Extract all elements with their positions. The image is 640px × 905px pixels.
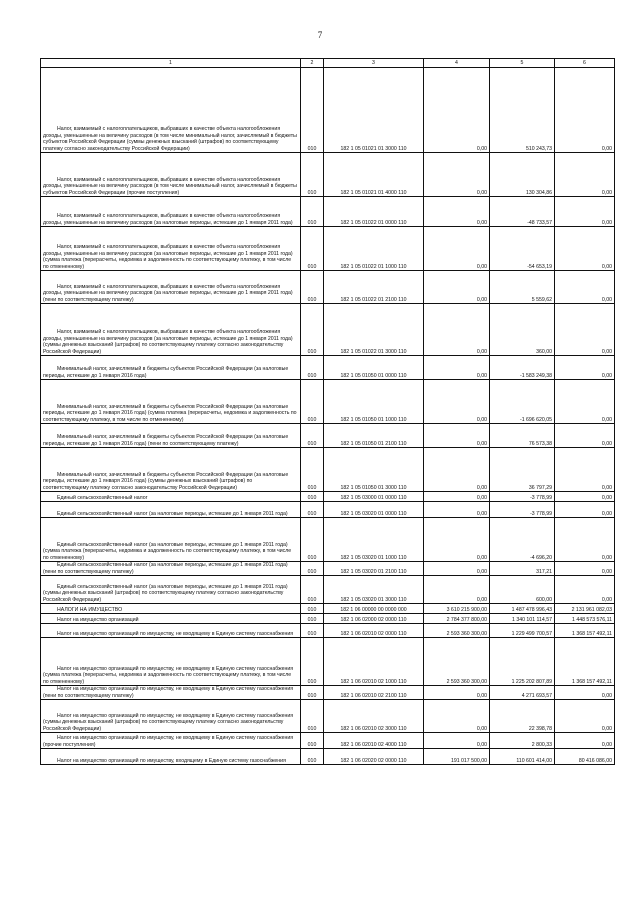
table-row xyxy=(41,380,615,424)
row-name-text: Единый сельскохозяйственный налог (за налоговые периоды, истекшие до 1 января 2011 года) xyxy=(57,510,288,517)
row-code-cell: 010 xyxy=(301,576,324,604)
row-col4-cell: 191 017 500,00 xyxy=(424,749,490,765)
row-col6-cell: 0,00 xyxy=(555,227,615,271)
row-kbk-cell: 182 1 05 03020 01 1000 110 xyxy=(324,518,424,562)
row-kbk-cell: 182 1 06 02010 02 3000 110 xyxy=(324,700,424,733)
row-name-cell xyxy=(41,68,301,153)
row-col6-cell: 0,00 xyxy=(555,576,615,604)
row-name-text: Единый сельскохозяйственный налог (за налоговые периоды, истекшие до 1 января 2011 года) (сумма платежа (перерасчеты, недоимка и задолженность по соответствующему платежу, в том числе по отмененному) xyxy=(43,541,292,561)
row-name-cell xyxy=(41,518,301,562)
row-name-cell xyxy=(41,197,301,227)
row-col5-cell: 600,00 xyxy=(490,576,555,604)
report-table xyxy=(40,58,615,765)
row-col4-cell: 3 610 215 900,00 xyxy=(424,604,490,614)
row-code-cell: 010 xyxy=(301,492,324,502)
row-name-text: Налог, взимаемый с налогоплательщиков, выбравших в качестве объекта налогообложения доходы, уменьшенные на величину расходов (за налоговые периоды, истекшие до 1 января 2011 года) (суммы денежных взысканий (штрафов) по соответствующему платежу согласно законодательству Российской Федерации) xyxy=(43,329,293,355)
row-code-cell: 010 xyxy=(301,197,324,227)
table-row xyxy=(41,492,615,502)
table-row xyxy=(41,424,615,448)
row-col4-cell: 2 593 360 300,00 xyxy=(424,624,490,638)
column-header: 3 xyxy=(324,59,424,68)
row-name-cell xyxy=(41,153,301,197)
row-name-text: Единый сельскохозяйственный налог (за налоговые периоды, истекшие до 1 января 2011 года) (пени по соответствующему платежу) xyxy=(43,562,288,575)
row-kbk-cell: 182 1 06 02010 02 4000 110 xyxy=(324,733,424,749)
column-header: 6 xyxy=(555,59,615,68)
row-name-cell xyxy=(41,604,301,614)
row-name-text: Минимальный налог, зачисляемый в бюджеты субъектов Российской Федерации (за налоговые периоды, истекшие до 1 января 2016 года) (пени по соответствующему платежу) xyxy=(43,434,289,447)
row-col5-cell: 2 800,33 xyxy=(490,733,555,749)
row-code-cell: 010 xyxy=(301,153,324,197)
row-col5-cell: 360,00 xyxy=(490,304,555,356)
row-kbk-cell: 182 1 06 02000 02 0000 110 xyxy=(324,614,424,624)
row-col5-cell: 1 225 202 807,89 xyxy=(490,638,555,686)
row-col5-cell: 110 601 414,00 xyxy=(490,749,555,765)
row-kbk-cell: 182 1 05 01050 01 1000 110 xyxy=(324,380,424,424)
row-code-cell: 010 xyxy=(301,749,324,765)
row-kbk-cell: 182 1 06 02010 02 0000 110 xyxy=(324,624,424,638)
row-code-cell: 010 xyxy=(301,356,324,380)
row-col5-cell: -54 653,19 xyxy=(490,227,555,271)
row-col5-cell: -1 583 249,38 xyxy=(490,356,555,380)
row-code-cell: 010 xyxy=(301,304,324,356)
row-col5-cell: 76 573,38 xyxy=(490,424,555,448)
row-code-cell: 010 xyxy=(301,624,324,638)
row-kbk-cell: 182 1 05 01022 01 0000 110 xyxy=(324,197,424,227)
row-col4-cell: 0,00 xyxy=(424,271,490,304)
row-kbk-cell: 182 1 05 01022 01 2100 110 xyxy=(324,271,424,304)
row-code-cell: 010 xyxy=(301,638,324,686)
row-col6-cell: 0,00 xyxy=(555,448,615,492)
table-row xyxy=(41,576,615,604)
table-body xyxy=(41,68,615,765)
row-col4-cell: 0,00 xyxy=(424,424,490,448)
row-kbk-cell: 182 1 05 03020 01 0000 110 xyxy=(324,502,424,518)
row-col6-cell: 0,00 xyxy=(555,304,615,356)
row-name-cell xyxy=(41,700,301,733)
row-name-cell xyxy=(41,227,301,271)
column-header: 2 xyxy=(301,59,324,68)
table-row xyxy=(41,197,615,227)
row-name-text: Минимальный налог, зачисляемый в бюджеты субъектов Российской Федерации (за налоговые периоды, истекшие до 1 января 2016 года) xyxy=(43,366,289,379)
row-col5-cell: 22 398,78 xyxy=(490,700,555,733)
row-name-cell xyxy=(41,686,301,700)
row-col6-cell: 0,00 xyxy=(555,733,615,749)
table-header-row xyxy=(41,59,615,68)
row-col6-cell: 0,00 xyxy=(555,686,615,700)
row-col6-cell: 0,00 xyxy=(555,502,615,518)
row-code-cell: 010 xyxy=(301,380,324,424)
row-col5-cell: -4 696,20 xyxy=(490,518,555,562)
row-col5-cell: 317,21 xyxy=(490,562,555,576)
column-header: 5 xyxy=(490,59,555,68)
table-row xyxy=(41,562,615,576)
row-code-cell: 010 xyxy=(301,448,324,492)
row-col5-cell: 510 243,73 xyxy=(490,68,555,153)
row-kbk-cell: 182 1 06 00000 00 0000 000 xyxy=(324,604,424,614)
row-col5-cell: -1 696 620,05 xyxy=(490,380,555,424)
row-code-cell: 010 xyxy=(301,227,324,271)
row-name-text: Единый сельскохозяйственный налог (за налоговые периоды, истекшие до 1 января 2011 года) (суммы денежных взысканий (штрафов) по соответствующему платежу согласно законодательству Российской Федерации) xyxy=(43,583,288,603)
row-col4-cell: 0,00 xyxy=(424,227,490,271)
row-col6-cell: 1 368 157 492,11 xyxy=(555,624,615,638)
row-kbk-cell: 182 1 06 02010 02 1000 110 xyxy=(324,638,424,686)
row-code-cell: 010 xyxy=(301,604,324,614)
row-code-cell: 010 xyxy=(301,424,324,448)
row-kbk-cell: 182 1 05 01050 01 0000 110 xyxy=(324,356,424,380)
row-col6-cell: 0,00 xyxy=(555,492,615,502)
column-header: 1 xyxy=(41,59,301,68)
row-code-cell: 010 xyxy=(301,562,324,576)
row-col5-cell: 1 340 101 114,57 xyxy=(490,614,555,624)
row-col5-cell: -3 778,99 xyxy=(490,502,555,518)
row-name-text: Налог, взимаемый с налогоплательщиков, выбравших в качестве объекта налогообложения доходы, уменьшенные на величину расходов (в том числе минимальный налог, зачисляемый в бюджеты субъектов Российской Федерации (прочие поступления) xyxy=(43,176,297,196)
table-row xyxy=(41,638,615,686)
row-col4-cell: 0,00 xyxy=(424,502,490,518)
row-col4-cell: 0,00 xyxy=(424,518,490,562)
row-name-text: Налог на имущество организаций по имуществу, входящему в Единую систему газоснабжения xyxy=(57,757,286,764)
row-name-cell xyxy=(41,562,301,576)
row-name-cell xyxy=(41,271,301,304)
row-kbk-cell: 182 1 05 01022 01 1000 110 xyxy=(324,227,424,271)
row-col4-cell: 0,00 xyxy=(424,197,490,227)
row-name-cell xyxy=(41,356,301,380)
row-col4-cell: 0,00 xyxy=(424,733,490,749)
row-kbk-cell: 182 1 05 03020 01 3000 110 xyxy=(324,576,424,604)
row-kbk-cell: 182 1 05 03020 01 2100 110 xyxy=(324,562,424,576)
table-row xyxy=(41,686,615,700)
row-col6-cell: 0,00 xyxy=(555,197,615,227)
row-col6-cell: 1 448 573 576,11 xyxy=(555,614,615,624)
row-col5-cell: 4 271 693,57 xyxy=(490,686,555,700)
row-col6-cell: 80 416 086,00 xyxy=(555,749,615,765)
row-col4-cell: 0,00 xyxy=(424,448,490,492)
row-name-text: Налог на имущество организаций по имуществу, не входящему в Единую систему газоснабжения (сумма платежа (перерасчеты, недоимка и задолженность по соответствующему платежу, в том числе по отмененному) xyxy=(43,665,294,685)
row-code-cell: 010 xyxy=(301,700,324,733)
row-name-cell xyxy=(41,492,301,502)
row-kbk-cell: 182 1 05 01050 01 3000 110 xyxy=(324,448,424,492)
row-col4-cell: 0,00 xyxy=(424,380,490,424)
row-name-text: НАЛОГИ НА ИМУЩЕСТВО xyxy=(57,606,123,613)
row-name-cell xyxy=(41,624,301,638)
table-row xyxy=(41,448,615,492)
row-name-text: Налог на имущество организаций по имуществу, не входящему в Единую систему газоснабжения xyxy=(57,630,294,637)
row-name-text: Налог, взимаемый с налогоплательщиков, выбравших в качестве объекта налогообложения доходы, уменьшенные на величину расходов (за налоговые периоды, истекшие до 1 января 2011 года) (сумма платежа (перерасчеты, недоимка и задолженность по соответствующему платежу, в том числе по отмененному) xyxy=(43,244,293,270)
row-name-text: Налог на имущество организаций xyxy=(57,616,139,623)
row-kbk-cell: 182 1 06 02010 02 2100 110 xyxy=(324,686,424,700)
row-col4-cell: 0,00 xyxy=(424,686,490,700)
row-code-cell: 010 xyxy=(301,518,324,562)
row-name-text: Минимальный налог, зачисляемый в бюджеты субъектов Российской Федерации (за налоговые периоды, истекшие до 1 января 2016 года) (суммы денежных взысканий (штрафов) по соответствующему платежу согласно законодательству Российской Федерации) xyxy=(43,471,289,491)
row-col5-cell: 5 559,62 xyxy=(490,271,555,304)
table-row xyxy=(41,749,615,765)
table-row xyxy=(41,68,615,153)
row-name-cell xyxy=(41,502,301,518)
row-col4-cell: 0,00 xyxy=(424,700,490,733)
row-name-text: Налог, взимаемый с налогоплательщиков, выбравших в качестве объекта налогообложения доходы, уменьшенные на величину расходов (за налоговые периоды, истекшие до 1 января 2011 года) xyxy=(43,213,293,226)
row-name-cell xyxy=(41,576,301,604)
table-row xyxy=(41,700,615,733)
row-name-cell xyxy=(41,304,301,356)
table-row xyxy=(41,604,615,614)
row-col4-cell: 2 784 377 800,00 xyxy=(424,614,490,624)
row-col4-cell: 2 593 360 300,00 xyxy=(424,638,490,686)
row-code-cell: 010 xyxy=(301,271,324,304)
row-code-cell: 010 xyxy=(301,502,324,518)
row-col4-cell: 0,00 xyxy=(424,304,490,356)
row-kbk-cell: 182 1 06 02020 02 0000 110 xyxy=(324,749,424,765)
row-col6-cell: 0,00 xyxy=(555,68,615,153)
row-name-text: Налог на имущество организаций по имуществу, не входящему в Единую систему газоснабжения (суммы денежных взысканий (штрафов) по соответствующему платежу согласно законодательству Российской Федерации) xyxy=(43,712,294,732)
row-col4-cell: 0,00 xyxy=(424,492,490,502)
row-col4-cell: 0,00 xyxy=(424,576,490,604)
row-code-cell: 010 xyxy=(301,733,324,749)
row-name-text: Налог, взимаемый с налогоплательщиков, выбравших в качестве объекта налогообложения доходы, уменьшенные на величину расходов (за налоговые периоды, истекшие до 1 января 2011 года) (пени по соответствующему платежу) xyxy=(43,283,293,303)
row-col6-cell: 0,00 xyxy=(555,700,615,733)
table-row xyxy=(41,304,615,356)
row-kbk-cell: 182 1 05 01021 01 3000 110 xyxy=(324,68,424,153)
table-row xyxy=(41,624,615,638)
table-row xyxy=(41,733,615,749)
row-col6-cell: 0,00 xyxy=(555,562,615,576)
row-kbk-cell: 182 1 05 01050 01 2100 110 xyxy=(324,424,424,448)
row-name-cell xyxy=(41,380,301,424)
row-col5-cell: 130 304,86 xyxy=(490,153,555,197)
row-col4-cell: 0,00 xyxy=(424,356,490,380)
row-col4-cell: 0,00 xyxy=(424,68,490,153)
row-col4-cell: 0,00 xyxy=(424,153,490,197)
column-header: 4 xyxy=(424,59,490,68)
row-name-cell xyxy=(41,749,301,765)
row-col6-cell: 1 368 157 492,11 xyxy=(555,638,615,686)
row-col6-cell: 0,00 xyxy=(555,271,615,304)
row-col5-cell: -3 778,99 xyxy=(490,492,555,502)
row-col6-cell: 0,00 xyxy=(555,424,615,448)
row-col6-cell: 0,00 xyxy=(555,356,615,380)
row-name-text: Налог на имущество организаций по имуществу, не входящему в Единую систему газоснабжения (пени по соответствующему платежу) xyxy=(43,686,294,699)
row-col6-cell: 2 131 961 082,03 xyxy=(555,604,615,614)
table-row xyxy=(41,271,615,304)
row-col5-cell: -48 733,57 xyxy=(490,197,555,227)
row-col6-cell: 0,00 xyxy=(555,518,615,562)
row-name-cell xyxy=(41,448,301,492)
row-name-cell xyxy=(41,733,301,749)
row-name-cell xyxy=(41,424,301,448)
row-col5-cell: 36 797,29 xyxy=(490,448,555,492)
row-kbk-cell: 182 1 05 01022 01 3000 110 xyxy=(324,304,424,356)
row-name-cell xyxy=(41,638,301,686)
table-row xyxy=(41,227,615,271)
row-name-cell xyxy=(41,614,301,624)
row-code-cell: 010 xyxy=(301,614,324,624)
table-row xyxy=(41,356,615,380)
table-row xyxy=(41,502,615,518)
row-col4-cell: 0,00 xyxy=(424,562,490,576)
row-col6-cell: 0,00 xyxy=(555,153,615,197)
table-row xyxy=(41,518,615,562)
row-kbk-cell: 182 1 05 03000 01 0000 110 xyxy=(324,492,424,502)
row-name-text: Налог, взимаемый с налогоплательщиков, выбравших в качестве объекта налогообложения доходы, уменьшенные на величину расходов (в том числе минимальный налог, зачисляемый в бюджеты субъектов Российской Федерации (суммы денежных взысканий (штрафов) по соответствующему платежу согласно законодательству Российской Федерации) xyxy=(43,126,297,152)
table-row xyxy=(41,614,615,624)
row-kbk-cell: 182 1 05 01021 01 4000 110 xyxy=(324,153,424,197)
row-name-text: Налог на имущество организаций по имуществу, не входящему в Единую систему газоснабжения (прочие поступления) xyxy=(43,735,294,748)
row-name-text: Единый сельскохозяйственный налог xyxy=(57,494,148,501)
row-name-text: Минимальный налог, зачисляемый в бюджеты субъектов Российской Федерации (за налоговые периоды, истекшие до 1 января 2016 года) (сумма платежа (перерасчеты, недоимка и задолженность по соответствующему платежу, в том числе по отмененному) xyxy=(43,403,297,423)
table-row xyxy=(41,153,615,197)
page-number: 7 xyxy=(317,30,323,40)
row-code-cell: 010 xyxy=(301,686,324,700)
row-col6-cell: 0,00 xyxy=(555,380,615,424)
row-code-cell: 010 xyxy=(301,68,324,153)
row-col5-cell: 1 229 499 700,57 xyxy=(490,624,555,638)
row-col5-cell: 1 487 478 996,43 xyxy=(490,604,555,614)
